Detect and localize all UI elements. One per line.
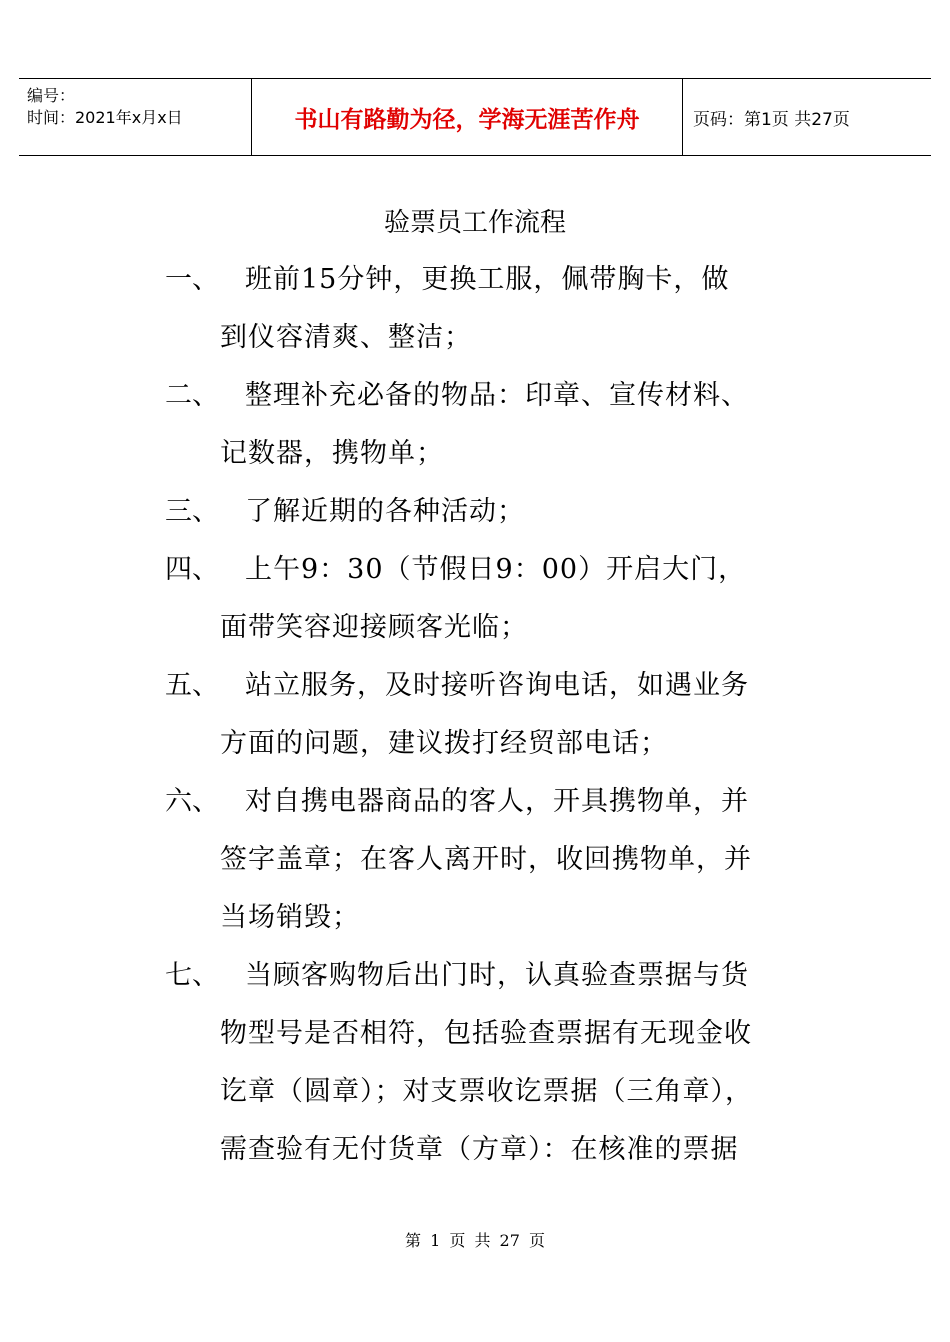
document-title: 验票员工作流程 [383, 208, 566, 238]
item-text [165, 367, 805, 483]
item-number: 一、 [165, 264, 219, 295]
header-motto-cell [252, 79, 683, 155]
document-body [165, 251, 805, 1179]
list-item [165, 773, 805, 947]
list-item [165, 251, 805, 367]
time-label: 时间：2021年x月x日 [27, 108, 183, 127]
item-number: 四、 [165, 554, 219, 585]
item-line: 班前15分钟，更换工服，佩带胸卡，做 [245, 264, 730, 295]
item-line: 签字盖章；在客人离开时，收回携物单，并 [220, 844, 752, 875]
item-line: 当场销毁； [220, 902, 360, 933]
item-line: 站立服务，及时接听咨询电话，如遇业务 [245, 670, 749, 701]
item-line: 整理补充必备的物品：印章、宣传材料、 [245, 380, 749, 411]
header-page-cell [683, 79, 931, 155]
list-item [165, 367, 805, 483]
item-line: 物型号是否相符，包括验查票据有无现金收 [220, 1018, 752, 1049]
item-text [165, 657, 805, 773]
number-label: 编号： [27, 86, 76, 105]
item-line: 面带笑容迎接顾客光临； [220, 612, 528, 643]
list-item [165, 541, 805, 657]
item-line: 需查验有无付货章（方章）：在核准的票据 [220, 1134, 739, 1165]
item-number: 七、 [165, 960, 219, 991]
page-info: 页码：第1页 共27页 [693, 109, 850, 130]
list-item [165, 947, 805, 1179]
list-item [165, 657, 805, 773]
item-line: 方面的问题，建议拨打经贸部电话； [220, 728, 668, 759]
page-header [19, 78, 931, 156]
item-line: 讫章（圆章）；对支票收讫票据（三角章）， [220, 1076, 753, 1107]
item-text [165, 541, 805, 657]
item-text [165, 773, 805, 947]
item-line: 到仪容清爽、整洁； [220, 322, 472, 353]
item-number: 二、 [165, 380, 219, 411]
item-text [165, 483, 805, 541]
item-text [165, 947, 805, 1179]
item-text [165, 251, 805, 367]
page-footer: 第 1 页 共 27 页 [405, 1231, 545, 1250]
item-line: 了解近期的各种活动； [245, 496, 525, 527]
item-line: 对自携电器商品的客人，开具携物单，并 [245, 786, 749, 817]
item-line: 记数器，携物单； [220, 438, 444, 469]
item-line: 当顾客购物后出门时，认真验查票据与货 [245, 960, 749, 991]
header-meta-cell [19, 79, 252, 155]
motto-text: 书山有路勤为径，学海无涯苦作舟 [294, 106, 640, 133]
item-number: 三、 [165, 496, 219, 527]
item-number: 五、 [165, 670, 219, 701]
item-number: 六、 [165, 786, 219, 817]
list-item [165, 483, 805, 541]
item-line: 上午9：30（节假日9：00）开启大门， [245, 554, 747, 585]
